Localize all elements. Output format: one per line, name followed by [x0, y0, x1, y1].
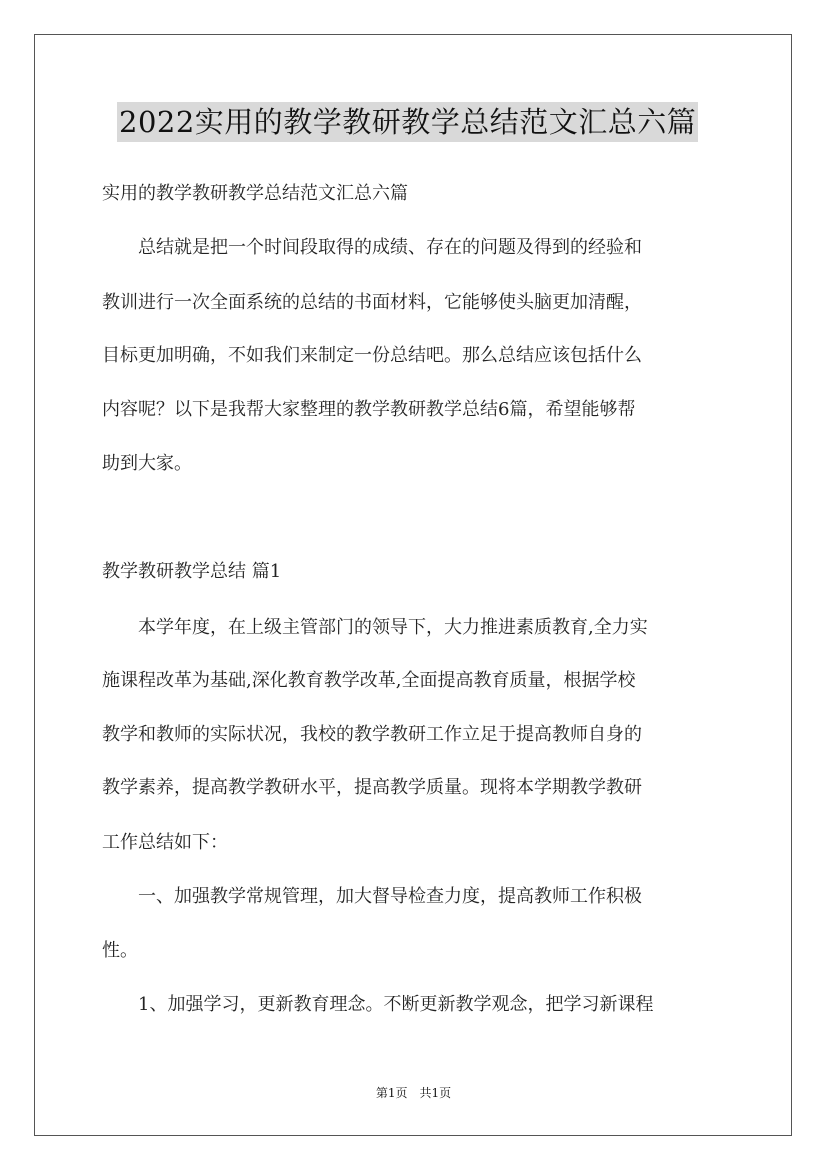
section-heading: 教学教研教学总结 篇1 [102, 561, 282, 582]
point-line: 1、加强学习，更新教育理念。不断更新教学观念，把学习新课程 [102, 994, 654, 1015]
document-subtitle: 实用的教学教研教学总结范文汇总六篇 [102, 183, 408, 204]
section-line: 施课程改革为基础,深化教育教学改革,全面提高教育质量，根据学校 [102, 670, 636, 691]
section-line: 教学素养，提高教学教研水平，提高教学质量。现将本学期教学教研 [102, 777, 642, 798]
intro-line: 总结就是把一个时间段取得的成绩、存在的问题及得到的经验和 [102, 237, 642, 258]
document-title: 2022实用的教学教研教学总结范文汇总六篇 [117, 102, 698, 142]
section-line: 本学年度，在上级主管部门的领导下，大力推进素质教育,全力实 [102, 617, 648, 638]
point-line: 性。 [102, 940, 138, 961]
page-footer: 第1页 共1页 [375, 1086, 452, 1100]
intro-line: 内容呢？以下是我帮大家整理的教学教研教学总结6篇，希望能够帮 [102, 399, 636, 420]
section-line: 教学和教师的实际状况，我校的教学教研工作立足于提高教师自身的 [102, 724, 642, 745]
section-line: 工作总结如下： [102, 832, 228, 853]
intro-line: 教训进行一次全面系统的总结的书面材料，它能够使头脑更加清醒， [102, 292, 642, 313]
point-line: 一、加强教学常规管理，加大督导检查力度，提高教师工作积极 [102, 886, 642, 907]
intro-line: 助到大家。 [102, 453, 192, 474]
intro-line: 目标更加明确，不如我们来制定一份总结吧。那么总结应该包括什么 [102, 345, 642, 366]
